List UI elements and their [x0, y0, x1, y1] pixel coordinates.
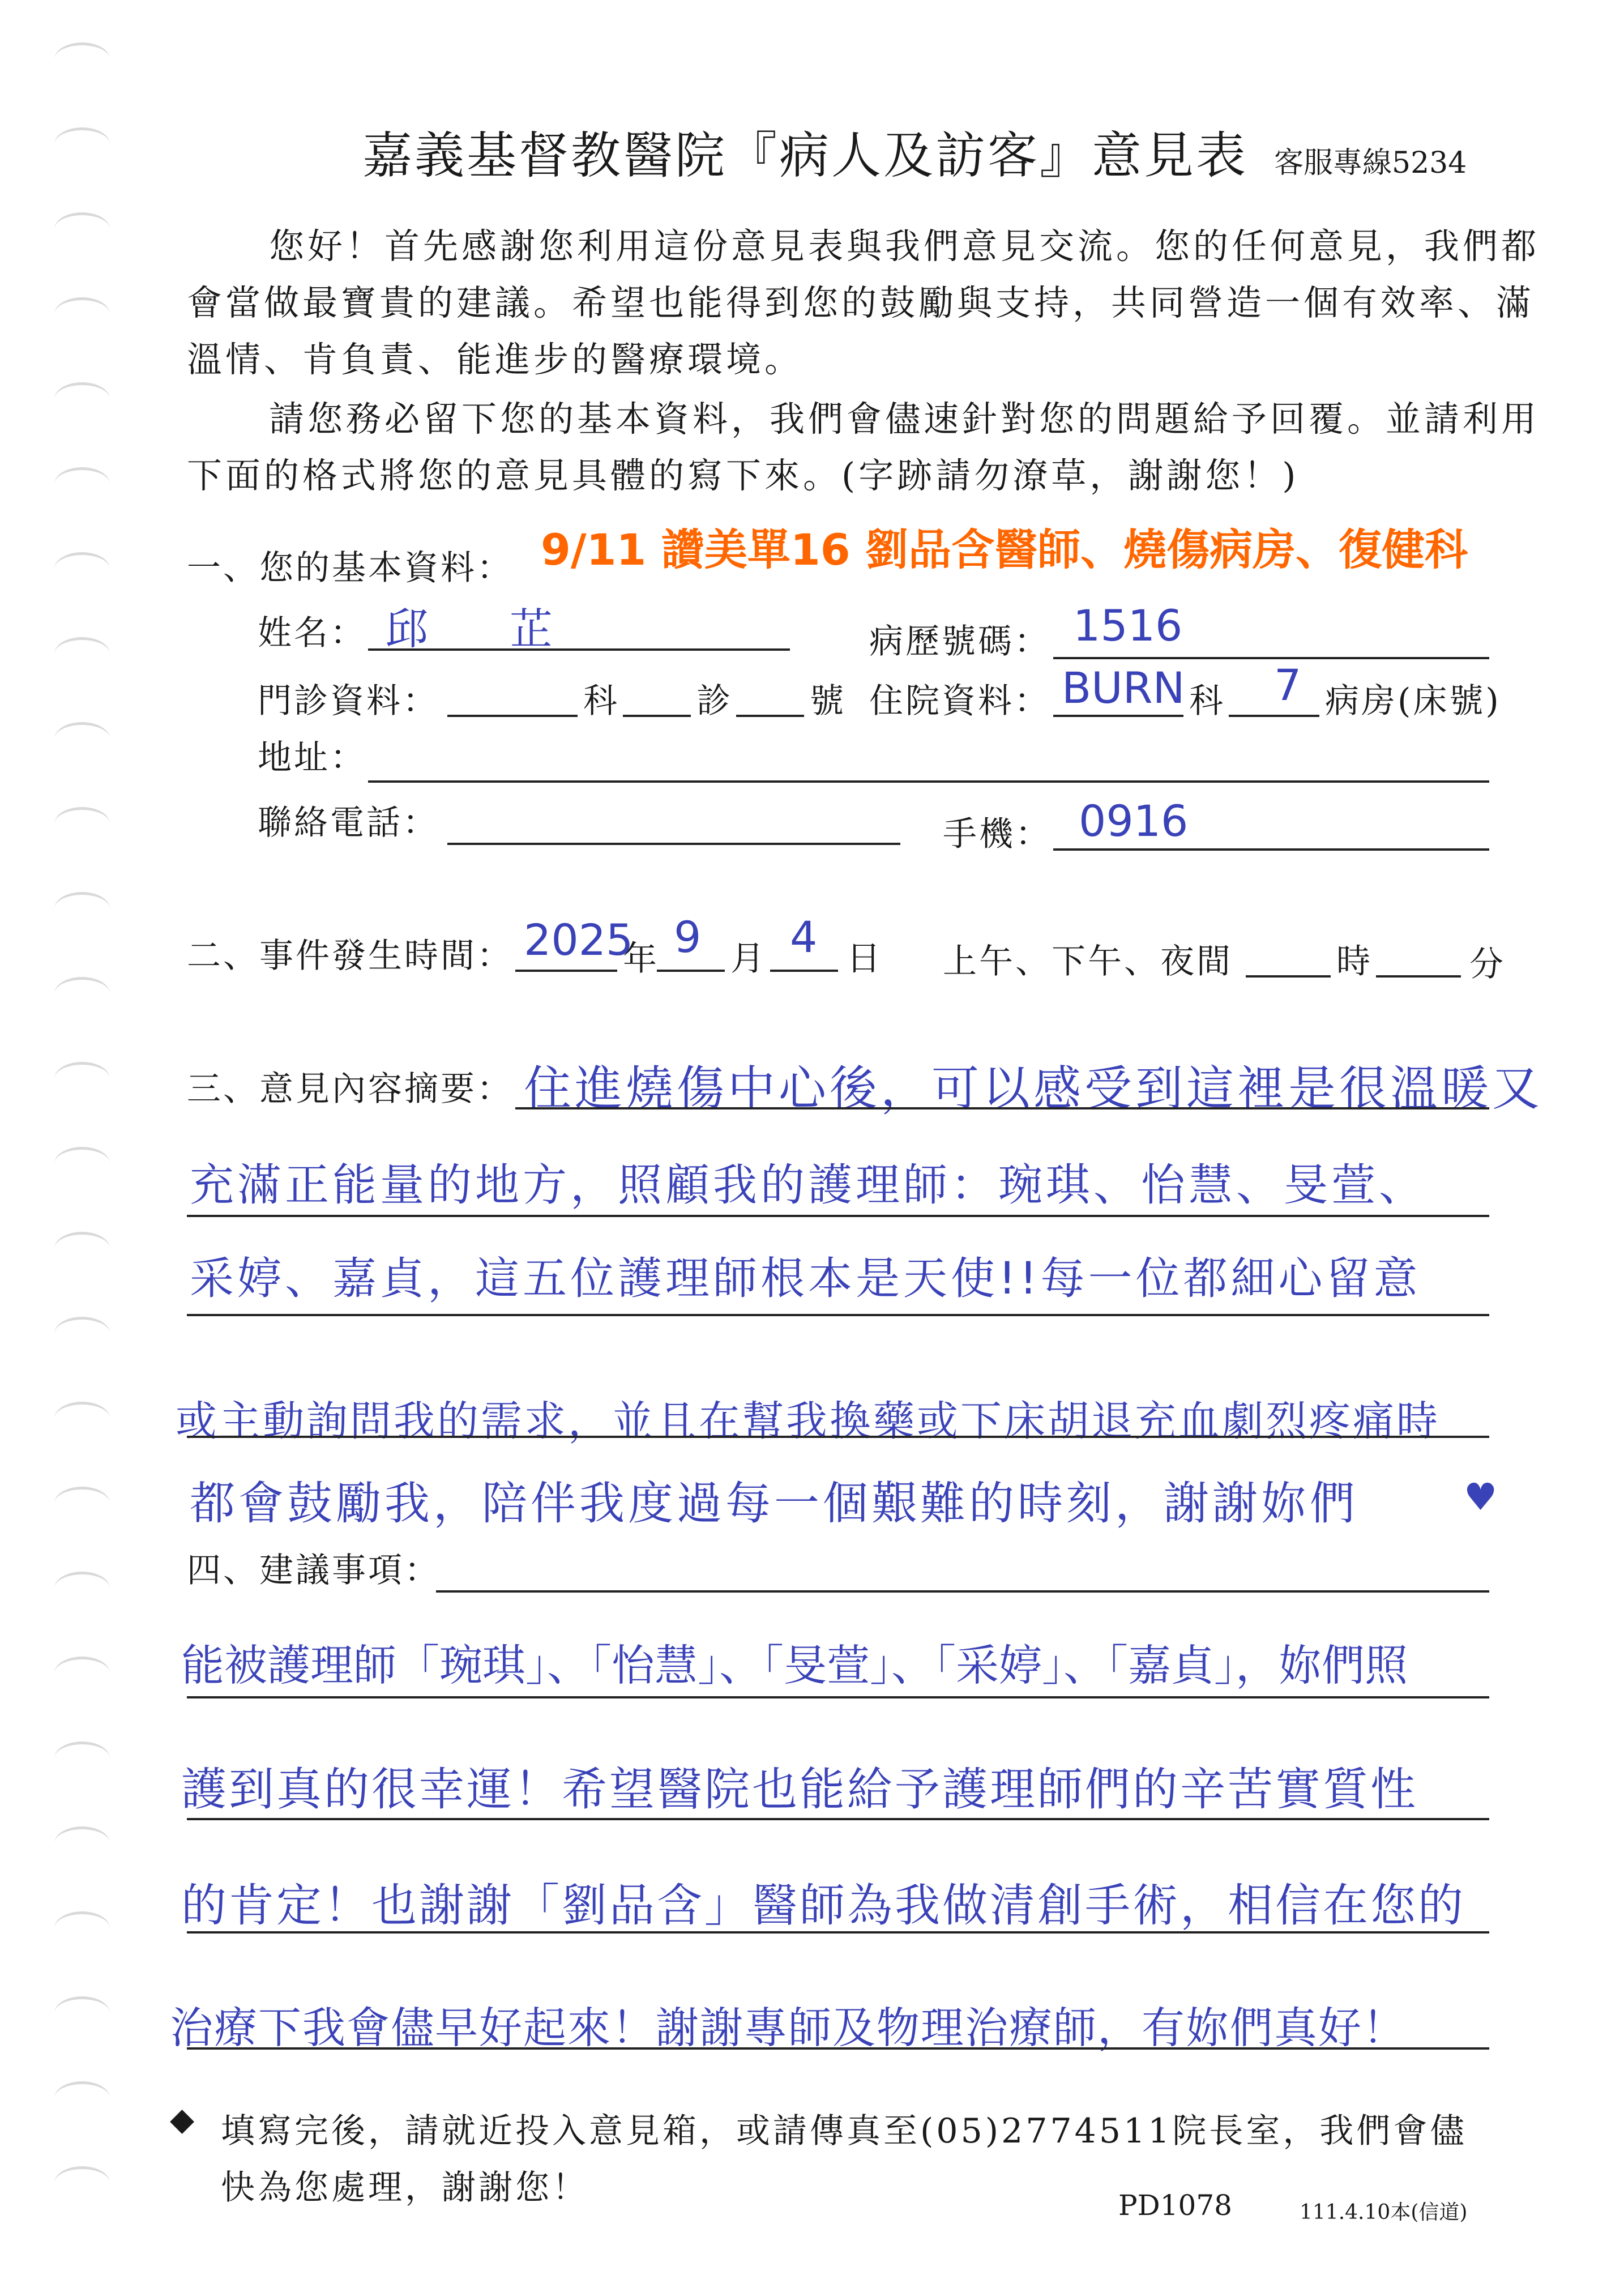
binder-ring: [54, 1826, 110, 1860]
binder-ring: [54, 1911, 110, 1945]
binder-ring: [54, 1742, 110, 1775]
binder-ring: [54, 1147, 110, 1180]
mobile-label: 手機：: [943, 814, 1052, 854]
binder-ring: [54, 1657, 110, 1690]
outpatient-dept-underline: [447, 715, 578, 717]
binder-ring: [54, 722, 110, 756]
outpatient-dept-label: 科: [583, 681, 619, 721]
binder-ring: [54, 807, 110, 840]
month-label: 月: [730, 939, 767, 979]
intro-line: 下面的格式將您的意見具體的寫下來。(字跡請勿潦草，謝謝您！): [187, 455, 1300, 496]
binder-ring: [54, 127, 110, 161]
month-field[interactable]: 9: [674, 912, 702, 962]
name-label: 姓名：: [258, 613, 366, 653]
outpatient-label: 門診資料：: [258, 681, 439, 721]
suggestion-line: 護到真的很幸運！希望醫院也能給予護理師們的辛苦實質性: [181, 1763, 1418, 1816]
year-field[interactable]: 2025: [524, 915, 634, 965]
binder-ring: [54, 1487, 110, 1520]
opinion-line: 都會鼓勵我，陪伴我度過每一個艱難的時刻，謝謝妳們: [190, 1477, 1358, 1530]
minute-label: 分: [1469, 945, 1506, 984]
address-field[interactable]: [368, 780, 1489, 783]
minute-field[interactable]: [1376, 975, 1461, 978]
section2-label: 二、事件發生時間：: [187, 936, 513, 976]
name-field[interactable]: 邱 芷: [385, 604, 587, 654]
binder-ring: [54, 1062, 110, 1095]
binder-ring: [54, 42, 110, 76]
section3-label: 三、意見內容摘要：: [187, 1069, 513, 1109]
intro-line: 您好！首先感謝您利用這份意見表與我們意見交流。您的任何意見，我們都: [269, 225, 1540, 267]
opinion-line: 采婷、嘉貞，這五位護理師根本是天使!!每一位都細心留意: [190, 1253, 1421, 1304]
record-field[interactable]: 1516: [1073, 600, 1183, 651]
year-label: 年: [623, 939, 659, 979]
address-label: 地址：: [258, 738, 366, 778]
binder-ring: [54, 2081, 110, 2115]
binder-ring: [54, 467, 110, 501]
day-underline: [770, 970, 838, 972]
ward-field[interactable]: 7: [1274, 660, 1302, 710]
ward-underline: [1229, 715, 1319, 717]
form-version: 111.4.10本(信道): [1300, 2201, 1468, 2224]
binder-ring: [54, 1572, 110, 1605]
record-underline: [1053, 657, 1489, 659]
inpatient-dept-label: 科: [1189, 681, 1225, 721]
opinion-rule: [187, 1436, 1489, 1438]
opinion-line: 或主動詢問我的需求，並且在幫我換藥或下床胡退充血劇烈疼痛時: [176, 1397, 1440, 1445]
binder-ring: [54, 1232, 110, 1265]
opinion-rule: [187, 1215, 1489, 1217]
hotline-text: 客服專線5234: [1274, 146, 1467, 180]
inpatient-label: 住院資料：: [869, 681, 1050, 721]
binder-ring: [54, 297, 110, 331]
binder-ring: [54, 1996, 110, 2030]
binder-ring: [54, 637, 110, 671]
clinic-underline: [623, 715, 691, 717]
opinion-line: 充滿正能量的地方，照顧我的護理師：琬琪、怡慧、旻萱、: [190, 1160, 1427, 1211]
suggestion-line: 的肯定！也謝謝「劉品含」醫師為我做清創手術，相信在您的: [181, 1879, 1465, 1932]
heart-icon: ♥: [1464, 1475, 1498, 1519]
footer-line: 快為您處理，謝謝您！: [221, 2168, 589, 2208]
binder-ring: [54, 2166, 110, 2200]
opinion-rule: [515, 1107, 1489, 1109]
day-label: 日: [847, 939, 883, 979]
hour-field[interactable]: [1246, 975, 1331, 978]
suggestion-rule: [187, 1931, 1489, 1934]
mobile-underline: [1053, 848, 1489, 851]
form-title: 嘉義基督教醫院『病人及訪客』意見表: [362, 126, 1249, 185]
suggestion-rule: [187, 1818, 1489, 1820]
diamond-bullet-icon: ◆: [170, 2101, 198, 2138]
suggestion-line: 能被護理師「琬琪」、「怡慧」、「旻萱」、「采婷」、「嘉貞」，妳們照: [181, 1640, 1408, 1691]
praise-annotation: 9/11 讚美單16 劉品含醫師、燒傷病房、復健科: [541, 524, 1468, 575]
phone-label: 聯絡電話：: [258, 803, 439, 843]
ward-label: 病房(床號): [1325, 681, 1501, 721]
binder-ring: [54, 212, 110, 246]
inpatient-dept-field[interactable]: BURN: [1062, 663, 1185, 713]
section1-label: 一、您的基本資料：: [187, 548, 513, 588]
suggestion-line: 治療下我會儘早好起來！謝謝專師及物理治療師，有妳們真好！: [170, 2003, 1407, 2053]
intro-line: 溫情、肯負責、能進步的醫療環境。: [187, 339, 804, 380]
suggestion-rule: [187, 2047, 1489, 2050]
hour-label: 時: [1336, 942, 1373, 981]
form-code: PD1078: [1118, 2189, 1232, 2222]
binder-ring: [54, 1402, 110, 1435]
binder-ring: [54, 382, 110, 416]
day-field[interactable]: 4: [790, 912, 818, 962]
phone-field[interactable]: [447, 843, 900, 845]
number-underline: [736, 715, 804, 717]
binder-ring: [54, 552, 110, 586]
suggestion-rule: [187, 1696, 1489, 1698]
time-period-label: 上午、下午、夜間: [943, 942, 1233, 981]
intro-line: 會當做最寶貴的建議。希望也能得到您的鼓勵與支持，共同營造一個有效率、滿: [187, 282, 1535, 323]
number-label: 號: [810, 681, 846, 721]
year-underline: [515, 970, 617, 972]
mobile-field[interactable]: 0916: [1079, 796, 1189, 846]
record-label: 病歷號碼：: [869, 622, 1050, 661]
binder-ring: [54, 892, 110, 925]
opinion-rule: [187, 1314, 1489, 1316]
clinic-label: 診: [696, 681, 733, 721]
inpatient-dept-underline: [1053, 715, 1183, 717]
suggestion-rule: [436, 1590, 1489, 1593]
footer-line: 填寫完後，請就近投入意見箱，或請傳真至(05)2774511院長室，我們會儘: [221, 2111, 1467, 2151]
binder-ring: [54, 977, 110, 1010]
month-underline: [657, 970, 725, 972]
intro-line: 請您務必留下您的基本資料，我們會儘速針對您的問題給予回覆。並請利用: [269, 398, 1540, 439]
opinion-line: 住進燒傷中心後，可以感受到這裡是很溫暖又: [524, 1061, 1544, 1116]
name-underline: [368, 648, 790, 651]
section4-label: 四、建議事項：: [187, 1551, 441, 1590]
binder-ring: [54, 1317, 110, 1350]
